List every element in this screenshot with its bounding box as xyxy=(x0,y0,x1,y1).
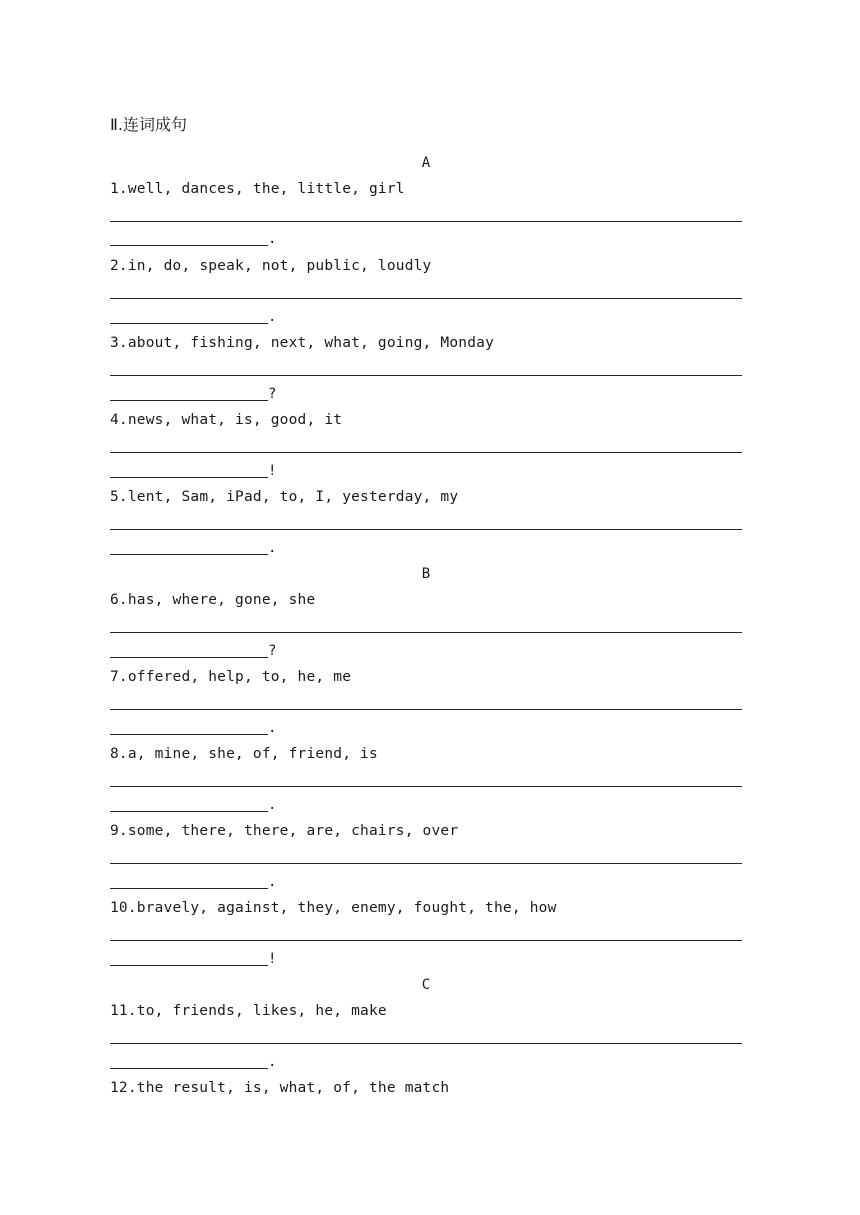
end-punctuation-2: . xyxy=(268,309,277,325)
end-punctuation-1: . xyxy=(268,231,277,247)
question-4 xyxy=(110,411,742,429)
answer-line-8b[interactable] xyxy=(110,811,268,812)
answer-line-11[interactable] xyxy=(110,1043,742,1044)
end-punctuation-9: . xyxy=(268,874,277,890)
end-punctuation-5: . xyxy=(268,540,277,556)
section-heading-b: B xyxy=(421,566,431,582)
question-number: 4. xyxy=(110,412,128,428)
answer-line-6[interactable] xyxy=(110,632,742,633)
question-words: well, dances, the, little, girl xyxy=(127,181,405,197)
end-punctuation-11: . xyxy=(268,1054,277,1070)
question-words: news, what, is, good, it xyxy=(127,412,343,428)
question-words: lent, Sam, iPad, to, I, yesterday, my xyxy=(127,489,459,505)
question-12 xyxy=(110,1079,742,1097)
question-7 xyxy=(110,668,742,686)
question-number: 3. xyxy=(110,335,128,351)
section-title: Ⅱ.连词成句 xyxy=(110,115,187,134)
question-number: 1. xyxy=(110,181,128,197)
end-punctuation-10: ! xyxy=(268,951,277,967)
question-words: a, mine, she, of, friend, is xyxy=(127,746,378,762)
answer-line-9b[interactable] xyxy=(110,888,268,889)
answer-line-10[interactable] xyxy=(110,940,742,941)
question-number: 5. xyxy=(110,489,128,505)
question-number: 10. xyxy=(110,900,137,916)
question-2 xyxy=(110,257,742,275)
end-punctuation-4: ! xyxy=(268,463,277,479)
answer-line-5[interactable] xyxy=(110,529,742,530)
worksheet-page xyxy=(110,0,742,1215)
question-number: 6. xyxy=(110,592,128,608)
question-words: in, do, speak, not, public, loudly xyxy=(127,258,432,274)
answer-line-5b[interactable] xyxy=(110,554,268,555)
answer-line-2[interactable] xyxy=(110,298,742,299)
answer-line-1b[interactable] xyxy=(110,245,268,246)
question-11 xyxy=(110,1002,742,1020)
answer-line-10b[interactable] xyxy=(110,965,268,966)
end-punctuation-3: ? xyxy=(268,386,277,402)
section-heading-a: A xyxy=(421,155,431,171)
question-3 xyxy=(110,334,742,352)
question-9 xyxy=(110,822,742,840)
question-words: offered, help, to, he, me xyxy=(127,669,352,685)
question-words: to, friends, likes, he, make xyxy=(136,1003,387,1019)
question-words: some, there, there, are, chairs, over xyxy=(127,823,459,839)
question-8 xyxy=(110,745,742,763)
answer-line-1[interactable] xyxy=(110,221,742,222)
end-punctuation-6: ? xyxy=(268,643,277,659)
question-6 xyxy=(110,591,742,609)
answer-line-3[interactable] xyxy=(110,375,742,376)
answer-line-4b[interactable] xyxy=(110,477,268,478)
question-words: the result, is, what, of, the match xyxy=(136,1080,450,1096)
answer-line-3b[interactable] xyxy=(110,400,268,401)
question-words: has, where, gone, she xyxy=(127,592,316,608)
answer-line-9[interactable] xyxy=(110,863,742,864)
end-punctuation-8: . xyxy=(268,797,277,813)
question-1 xyxy=(110,180,742,198)
answer-line-7b[interactable] xyxy=(110,734,268,735)
question-words: about, fishing, next, what, going, Monday xyxy=(127,335,494,351)
question-number: 9. xyxy=(110,823,128,839)
answer-line-8[interactable] xyxy=(110,786,742,787)
question-number: 7. xyxy=(110,669,128,685)
question-number: 12. xyxy=(110,1080,137,1096)
answer-line-7[interactable] xyxy=(110,709,742,710)
question-number: 8. xyxy=(110,746,128,762)
question-10 xyxy=(110,899,742,917)
answer-line-11b[interactable] xyxy=(110,1068,268,1069)
question-number: 2. xyxy=(110,258,128,274)
answer-line-4[interactable] xyxy=(110,452,742,453)
section-heading-c: C xyxy=(421,977,431,993)
end-punctuation-7: . xyxy=(268,720,277,736)
question-words: bravely, against, they, enemy, fought, the, how xyxy=(136,900,557,916)
question-number: 11. xyxy=(110,1003,137,1019)
answer-line-2b[interactable] xyxy=(110,323,268,324)
answer-line-6b[interactable] xyxy=(110,657,268,658)
question-5 xyxy=(110,488,742,506)
